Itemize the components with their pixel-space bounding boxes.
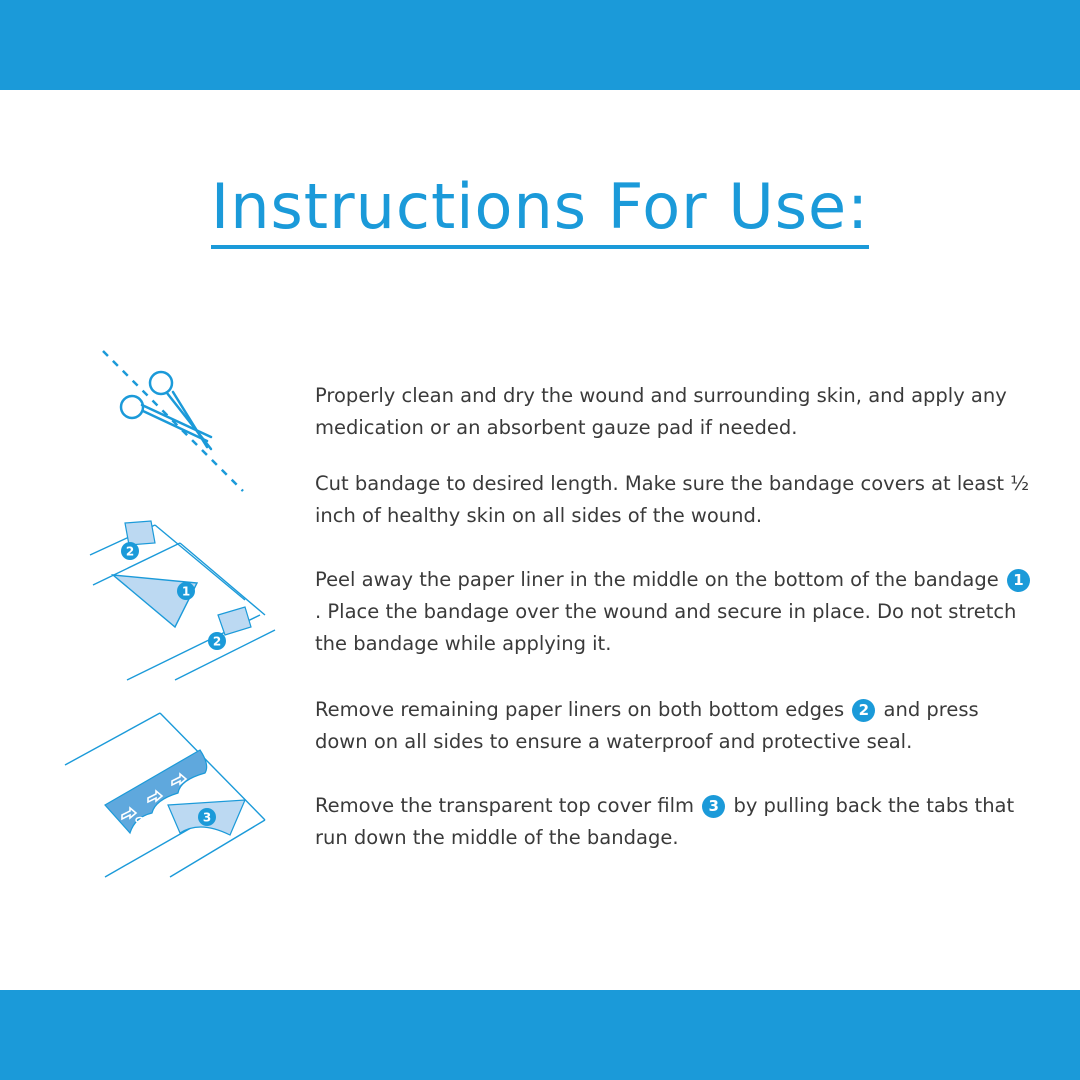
cover-badge: 3 xyxy=(202,810,212,825)
peel-badge-middle: 1 xyxy=(181,584,191,599)
step-4-badge: 2 xyxy=(852,699,875,722)
step-3-after: . Place the bandage over the wound and secure in place. Do not stretch the bandage while applying it. xyxy=(315,600,1017,655)
step-5-before: Remove the transparent top cover film xyxy=(315,794,695,817)
page-title xyxy=(0,170,1080,249)
step-3-before: Peel away the paper liner in the middle on the bottom of the bandage xyxy=(315,568,999,591)
step-1-body: Properly clean and dry the wound and surrounding skin, and apply any medication or an absorbent gauze pad if needed. xyxy=(315,384,1007,439)
step-2-text xyxy=(315,468,1035,532)
step-1-text xyxy=(315,380,1035,444)
top-banner xyxy=(0,0,1080,90)
peel-liner-illustration xyxy=(85,505,285,685)
cover-film-illustration xyxy=(60,705,280,880)
peel-badge-right: 2 xyxy=(212,634,222,649)
step-2-body: Cut bandage to desired length. Make sure the bandage covers at least ½ inch of healthy skin on all sides of the wound. xyxy=(315,472,1030,527)
bottom-banner xyxy=(0,990,1080,1080)
step-4-before: Remove remaining paper liners on both bottom edges xyxy=(315,698,845,721)
step-4-text xyxy=(315,694,1035,758)
step-3-text xyxy=(315,564,1035,660)
page-title-text: Instructions For Use: xyxy=(211,171,869,249)
step-3-badge: 1 xyxy=(1007,569,1030,592)
step-5-after: by pulling back the tabs that run down the middle of the bandage. xyxy=(315,794,1015,849)
peel-badge-left: 2 xyxy=(125,544,135,559)
cut-line xyxy=(103,351,243,491)
step-5-badge: 3 xyxy=(702,795,725,818)
scissors-icon xyxy=(95,345,255,495)
step-5-text xyxy=(315,790,1035,854)
step-4-after: and press down on all sides to ensure a waterproof and protective seal. xyxy=(315,698,979,753)
